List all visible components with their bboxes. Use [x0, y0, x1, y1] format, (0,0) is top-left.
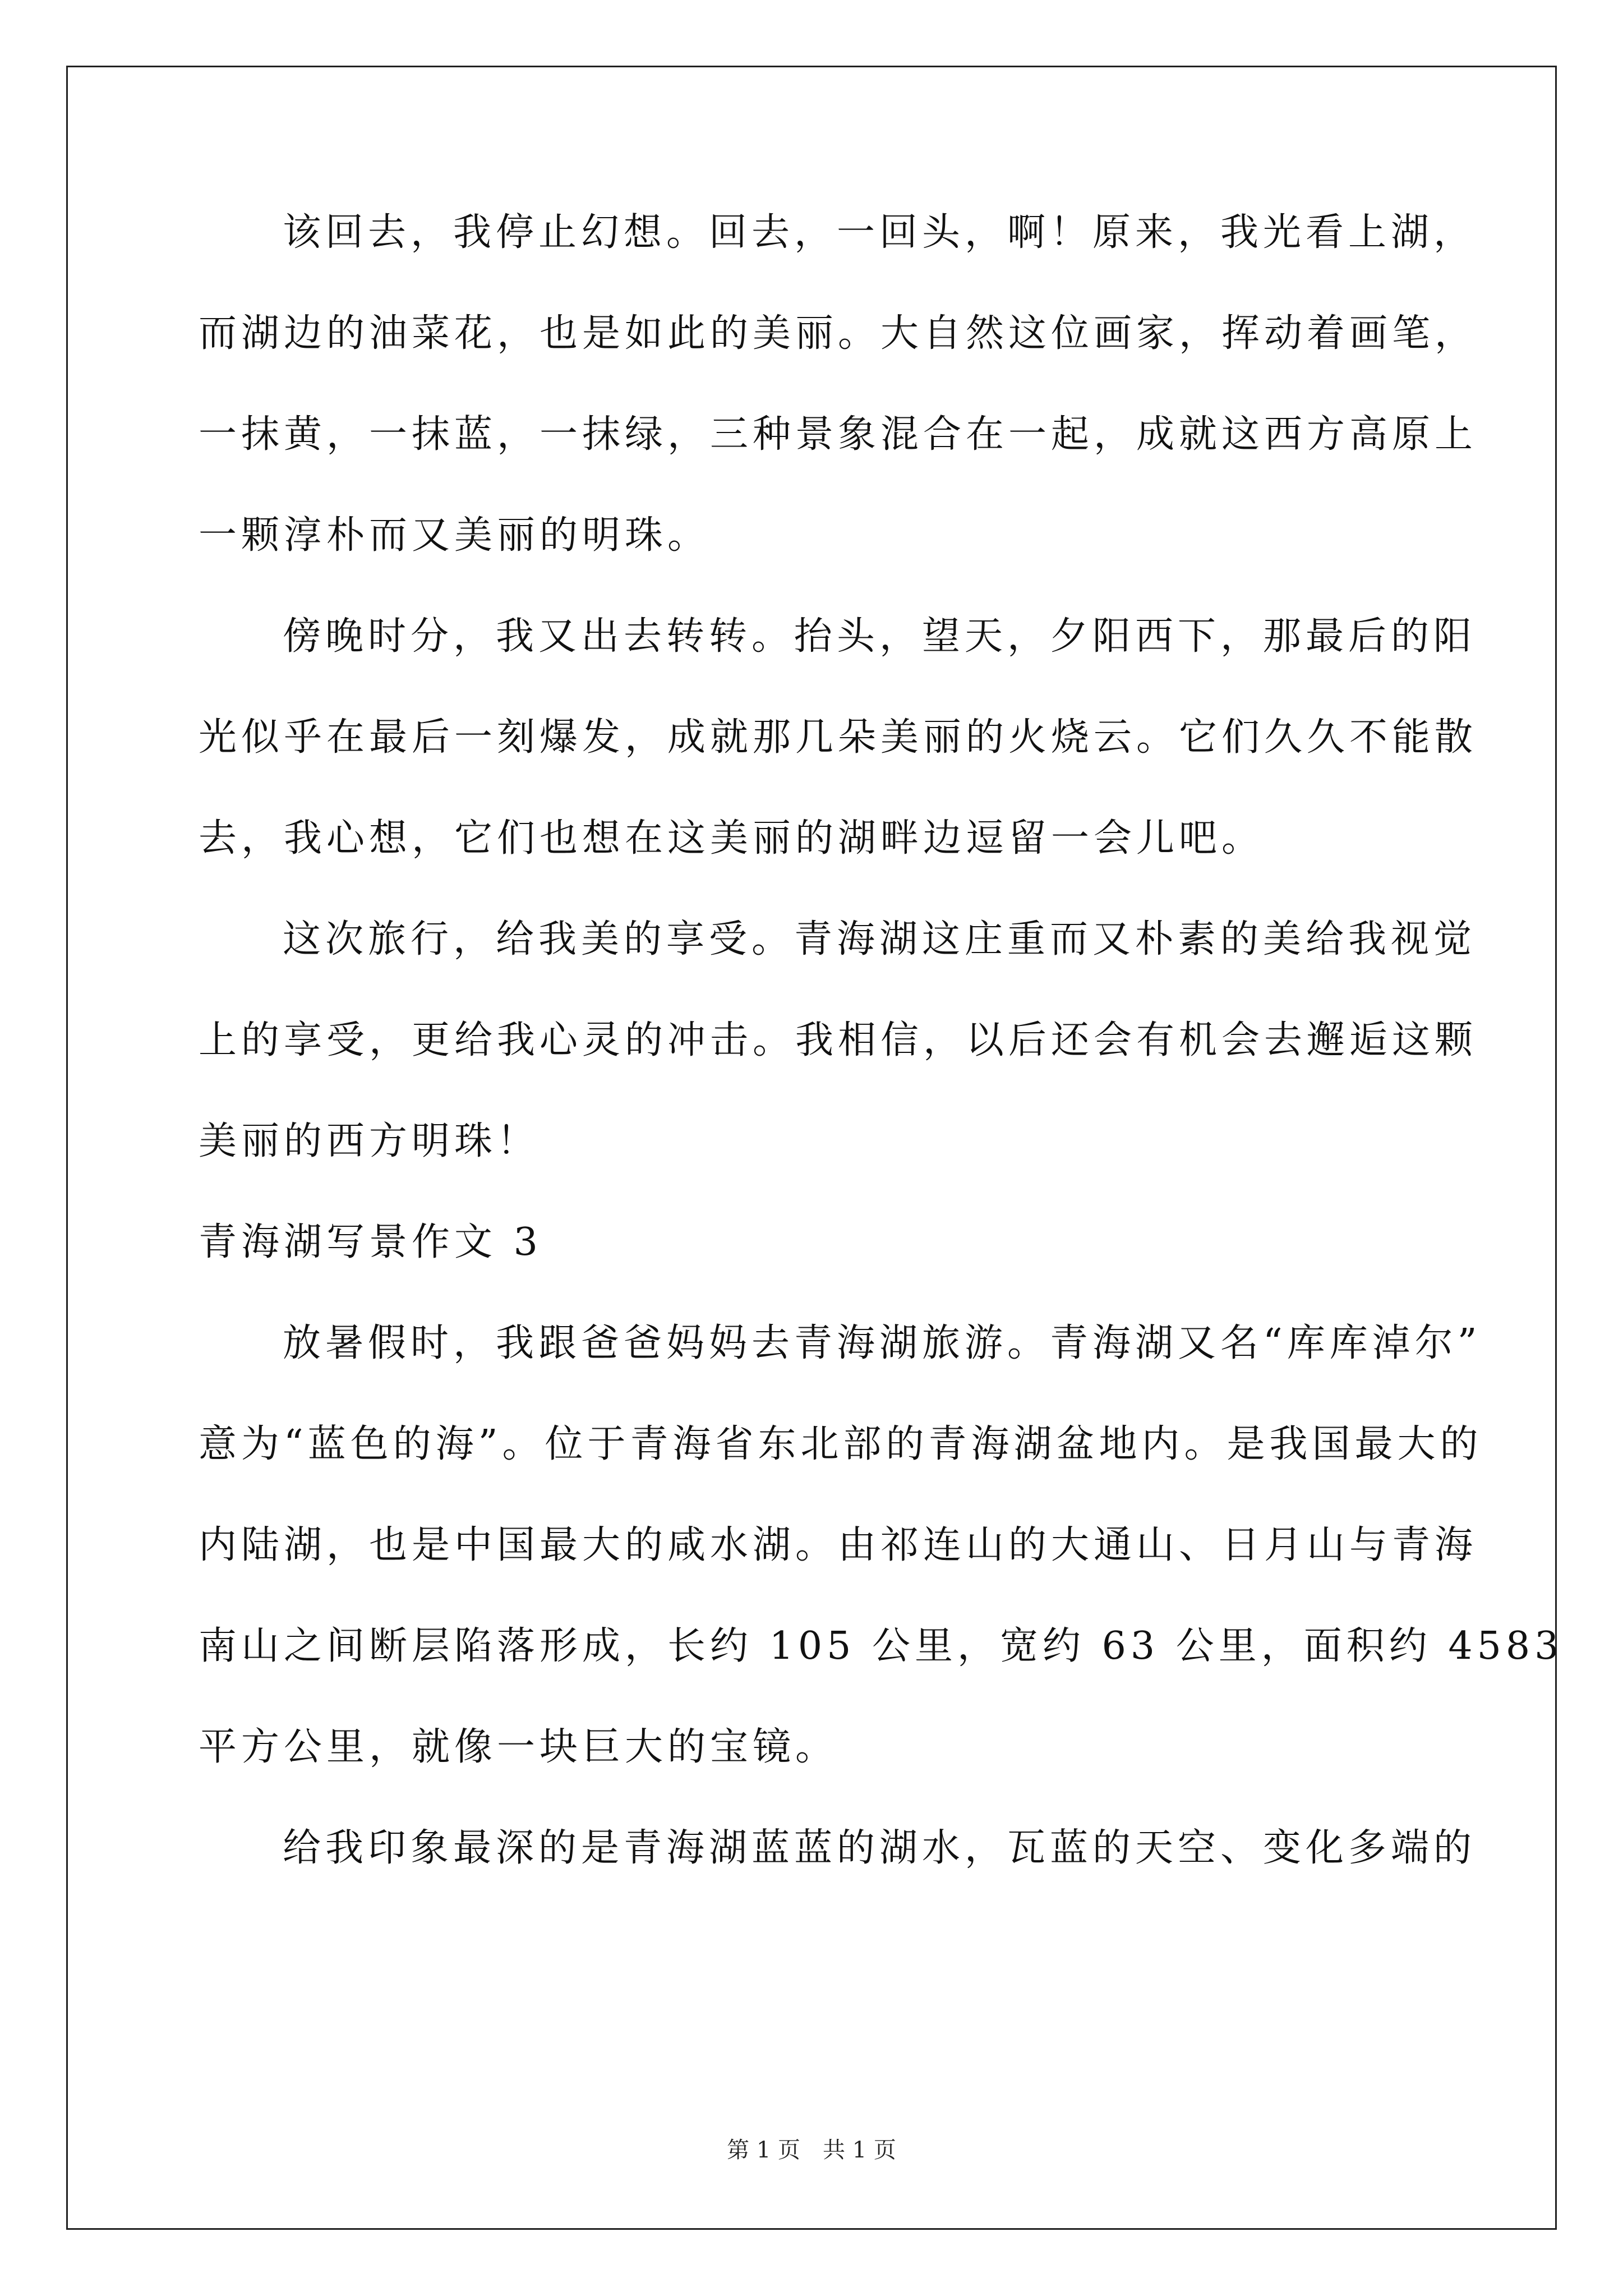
paragraph-line: 放暑假时，我跟爸爸妈妈去青海湖旅游。青海湖又名“库库淖尔”: [283, 1321, 1482, 1365]
paragraph-line: 上的享受，更给我心灵的冲击。我相信，以后还会有机会去邂逅这颗: [199, 1018, 1478, 1062]
paragraph-line: 一抹黄，一抹蓝，一抹绿，三种景象混合在一起，成就这西方高原上: [199, 412, 1478, 457]
section-title: 青海湖写景作文 3: [199, 1220, 542, 1264]
paragraph-line: 南山之间断层陷落形成，长约 105 公里，宽约 63 公里，面积约 4583: [199, 1624, 1564, 1668]
paragraph-line: 意为“蓝色的海”。位于青海省东北部的青海湖盆地内。是我国最大的: [199, 1422, 1483, 1466]
paragraph-line: 给我印象最深的是青海湖蓝蓝的湖水，瓦蓝的天空、变化多端的: [283, 1826, 1477, 1870]
paragraph-line: 美丽的西方明珠！: [199, 1119, 540, 1163]
paragraph-line: 光似乎在最后一刻爆发，成就那几朵美丽的火烧云。它们久久不能散: [199, 715, 1478, 760]
paragraph-line: 去，我心想，它们也想在这美丽的湖畔边逗留一会儿吧。: [199, 816, 1265, 861]
page-footer: 第 1 页 共 1 页: [727, 2137, 896, 2163]
paragraph-line: 该回去，我停止幻想。回去，一回头，啊！原来，我光看上湖，: [283, 210, 1477, 255]
paragraph-line: 这次旅行，给我美的享受。青海湖这庄重而又朴素的美给我视觉: [283, 917, 1477, 961]
paragraph-line: 平方公里，就像一块巨大的宝镜。: [199, 1725, 838, 1769]
paragraph-line: 一颗淳朴而又美丽的明珠。: [199, 513, 711, 558]
paragraph-line: 内陆湖，也是中国最大的咸水湖。由祁连山的大通山、日月山与青海: [199, 1523, 1478, 1567]
paragraph-line: 而湖边的油菜花，也是如此的美丽。大自然这位画家，挥动着画笔，: [199, 311, 1478, 356]
paragraph-line: 傍晚时分，我又出去转转。抬头，望天，夕阳西下，那最后的阳: [283, 614, 1477, 659]
